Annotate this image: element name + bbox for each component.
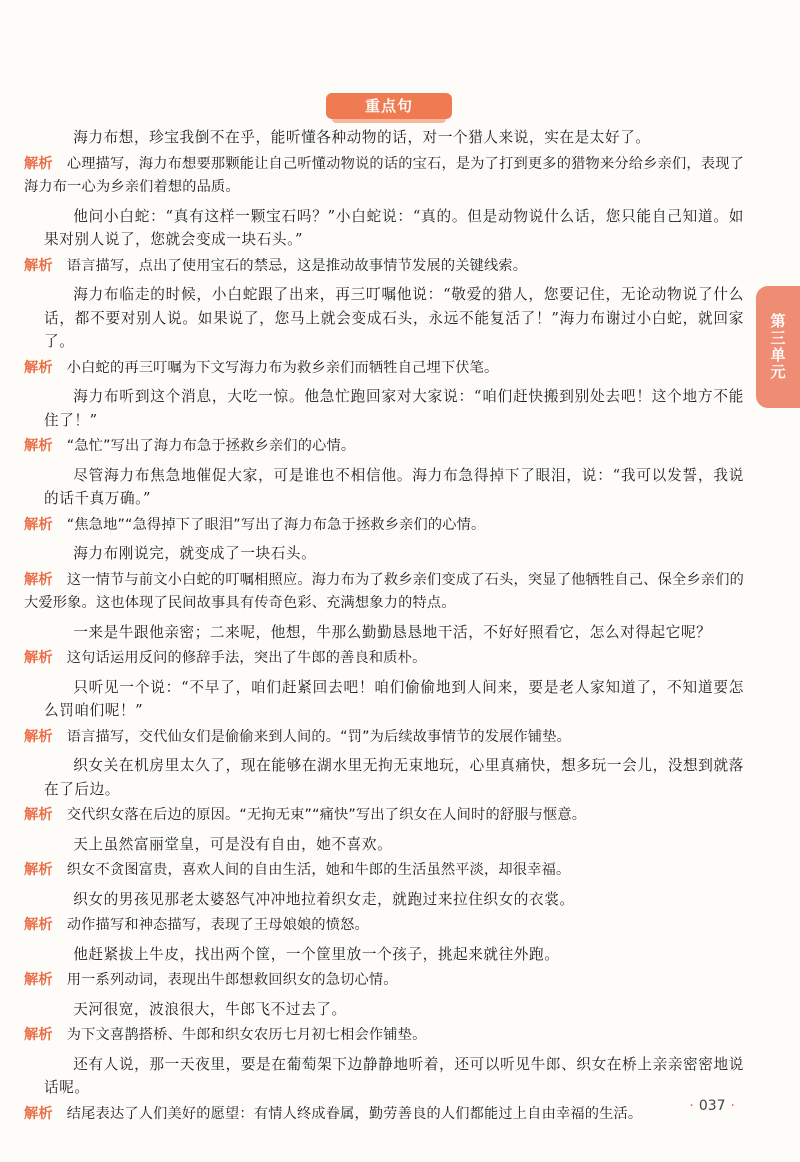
analysis-text: 心理描写，海力布想要那颗能让自己听懂动物说的话的宝石，是为了打到更多的猎物来分给乡亲们，表现了海力布一心为乡亲们着想的品质。 [24,155,745,195]
analysis-note [24,569,744,616]
analysis-text: 这一情节与前文小白蛇的叮嘱相照应。海力布为了救乡亲们变成了石头，突显了他牺牲自己、保全乡亲们的大爱形象。这也体现了民间故事具有传奇色彩、充满想象力的特点。 [24,571,745,611]
analysis-note [24,435,744,459]
analysis-label: 解析 [24,862,53,878]
key-sentence: 天上虽然富丽堂皇，可是没有自由，她不喜欢。 [73,835,393,853]
content-area [24,126,745,1131]
key-sentence: 天河很宽，波浪很大，牛郎飞不过去了。 [73,1000,347,1018]
key-sentence: 还有人说，那一天夜里，要是在葡萄架下边静静地听着，还可以听见牛郎、织女在桥上亲亲密密地说话呢。 [44,1055,744,1096]
analysis-label: 解析 [24,650,53,666]
analysis-note [24,726,744,750]
analysis-label: 解析 [24,1027,53,1043]
key-sentence: 织女的男孩见那老太婆怒气冲冲地拉着织女走，就跑过来拉住织女的衣裳。 [73,890,575,908]
analysis-text: 动作描写和神态描写，表现了王母娘娘的愤怒。 [66,917,369,933]
analysis-note [24,357,744,381]
unit-side-tab: 第三单元 [756,286,800,408]
footer-dot-right: · [730,1098,735,1114]
analysis-text: 语言描写，交代仙女们是偷偷来到人间的。“罚”为后续故事情节的发展作铺垫。 [66,728,572,745]
key-sentence: 海力布听到这个消息，大吃一惊。他急忙跑回家对大家说：“咱们赶快搬到别处去吧！这个地方不能住了！” [44,388,744,429]
analysis-text: 用一系列动词，表现出牛郎想救回织女的急切心情。 [66,972,398,988]
analysis-text: “焦急地”“急得掉下了眼泪”写出了海力布急于拯救乡亲们的心情。 [66,516,486,533]
analysis-text: 语言描写，点出了使用宝石的禁忌，这是推动故事情节发展的关键线索。 [66,257,528,274]
key-sentence: 他问小白蛇：“真有这样一颗宝石吗？”小白蛇说：“真的。但是动物说什么话，您只能自己知道。如果对别人说了，您就会变成一块石头。” [44,207,744,248]
analysis-note [24,969,744,993]
key-sentence: 一来是牛跟他亲密；二来呢，他想，牛那么勤勤恳恳地干活，不好好照看它，怎么对得起它呢？ [73,623,712,641]
footer-dot-left: · [689,1098,694,1114]
section-tag-key-sentences: 重点句 [326,93,452,119]
analysis-note [24,914,744,938]
key-sentence: 只听见一个说：“不早了，咱们赶紧回去吧！咱们偷偷地到人间来，要是老人家知道了，不知道要怎么罚咱们呢！” [44,678,744,719]
analysis-text: “急忙”写出了海力布急于拯救乡亲们的心情。 [66,438,356,454]
key-sentence: 海力布想，珍宝我倒不在乎，能听懂各种动物的话，对一个猎人来说，实在是太好了。 [73,129,651,146]
page-footer [684,1098,740,1114]
page-number: 037 [698,1098,726,1114]
analysis-text: 为下文喜鹊搭桥、牛郎和织女农历七月初七相会作铺垫。 [66,1027,427,1043]
analysis-label: 解析 [24,807,53,823]
analysis-note [24,514,744,538]
analysis-note [24,804,744,828]
analysis-label: 解析 [24,917,53,933]
analysis-label: 解析 [24,1105,53,1122]
key-sentence: 尽管海力布焦急地催促大家，可是谁也不相信他。海力布急得掉下了眼泪，说：“我可以发誓，我说的话千真万确。” [44,466,744,507]
analysis-note [24,859,744,883]
analysis-text: 这句话运用反问的修辞手法，突出了牛郎的善良和质朴。 [66,650,427,666]
analysis-text: 交代织女落在后边的原因。“无拘无束”“痛快”写出了织女在人间时的舒服与惬意。 [66,807,587,823]
key-sentence: 织女关在机房里太久了，现在能够在湖水里无拘无束地玩，心里真痛快，想多玩一会儿，没想到就落在了后边。 [44,757,744,798]
analysis-label: 解析 [24,359,53,376]
analysis-label: 解析 [24,438,53,454]
analysis-label: 解析 [24,571,53,588]
analysis-note [24,1103,744,1127]
analysis-text: 织女不贪图富贵，喜欢人间的自由生活，她和牛郎的生活虽然平淡，却很幸福。 [66,862,571,878]
analysis-label: 解析 [24,257,53,274]
analysis-label: 解析 [24,972,53,988]
key-sentence: 他赶紧拔上牛皮，找出两个筐，一个筐里放一个孩子，挑起来就往外跑。 [73,945,560,963]
analysis-note [24,647,744,671]
analysis-label: 解析 [24,155,53,172]
analysis-text: 结尾表达了人们美好的愿望：有情人终成眷属，勤劳善良的人们都能过上自由幸福的生活。 [66,1105,643,1122]
key-sentence: 海力布临走的时候，小白蛇跟了出来，再三叮嘱他说：“敬爱的猎人，您要记住，无论动物说了什么话，都不要对别人说。如果说了，您马上就会变成石头，永远不能复活了！”海力布谢过小白蛇，就回家了。 [44,286,744,350]
analysis-label: 解析 [24,728,53,745]
analysis-note [24,255,744,279]
analysis-text: 小白蛇的再三叮嘱为下文写海力布为救乡亲们而牺牲自己埋下伏笔。 [66,359,499,376]
analysis-label: 解析 [24,516,53,533]
analysis-note [24,1024,744,1048]
analysis-note [24,153,744,200]
key-sentence: 海力布刚说完，就变成了一块石头。 [73,545,317,562]
